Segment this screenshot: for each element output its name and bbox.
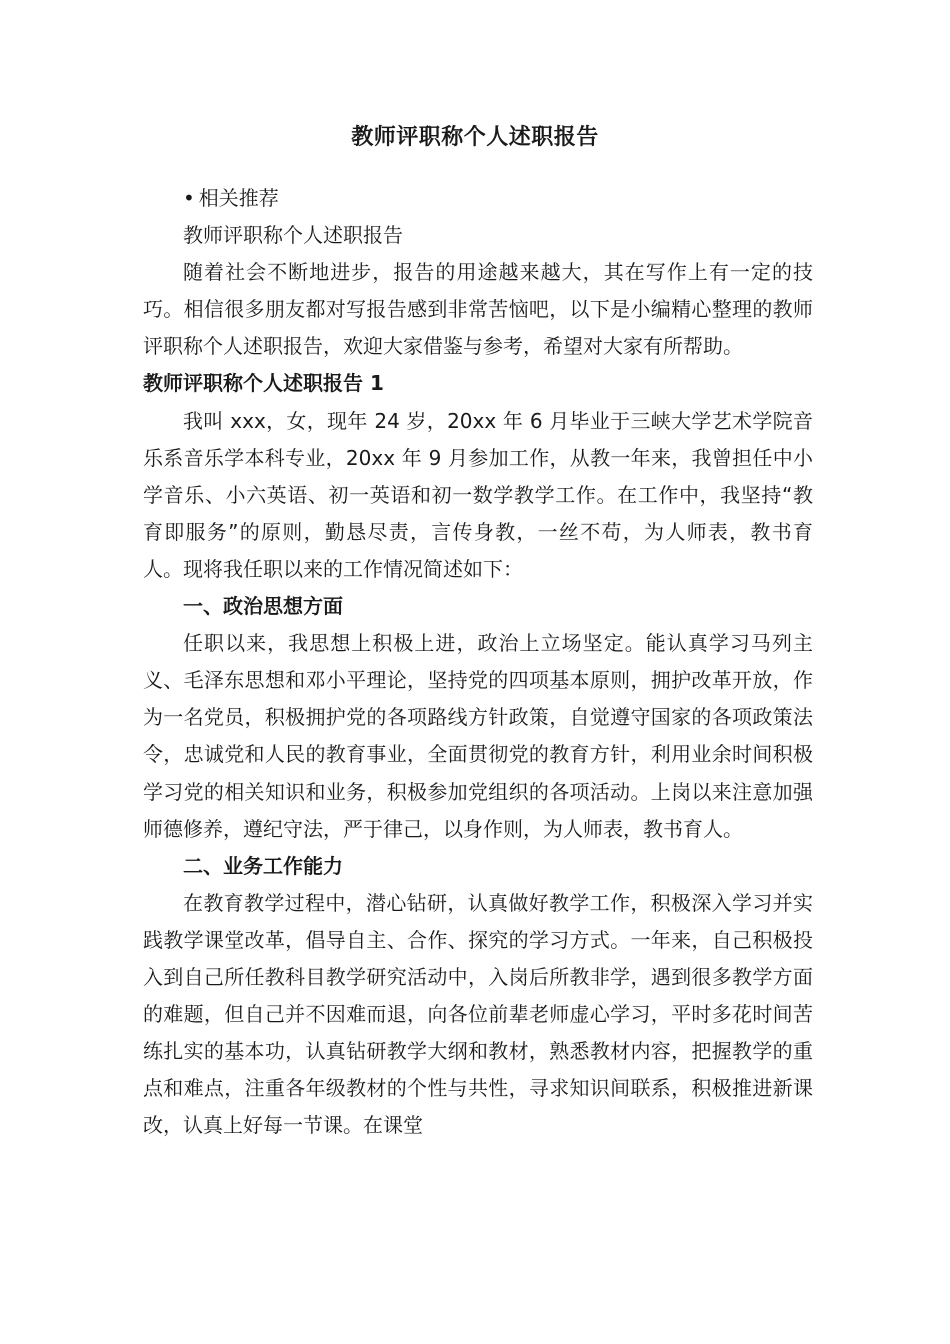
recommend-label: 相关推荐: [198, 186, 279, 210]
paragraph-1: 我叫 xxx，女，现年 24 岁，20xx 年 6 月毕业于三峡大学艺术学院音乐系音乐学本科专业，20xx 年 9 月参加工作，从教一年来，我曾担任中小学音乐、小六英语、初一英语和初一数学教学工作。在工作中，我坚持“教育即服务”的原则，勤恳尽责，言传身教，一丝不苟，为人师表，教书育人。现将我任职以来的工作情况简述如下：: [143, 408, 813, 581]
paragraph-2: 任职以来，我思想上积极上进，政治上立场坚定。能认真学习马列主义、毛泽东思想和邓小平理论，坚持党的四项基本原则，拥护改革开放，作为一名党员，积极拥护党的各项路线方针政策，自觉遵守国家的各项政策法令，忠诚党和人民的教育事业，全面贯彻党的教育方针，利用业余时间积极学习党的相关知识和业务，积极参加党组织的各项活动。上岗以来注意加强师德修养，遵纪守法，严于律己，以身作则，为人师表，教书育人。: [143, 631, 813, 841]
subtitle: 教师评职称个人述职报告: [183, 223, 403, 248]
bullet-icon: •: [183, 186, 195, 210]
heading-business: 二、业务工作能力: [183, 853, 343, 878]
paragraph-3: 在教育教学过程中，潜心钻研，认真做好教学工作，积极深入学习并实践教学课堂改革，倡导自主、合作、探究的学习方式。一年来，自己积极投入到自己所任教科目教学研究活动中，入岗后所教非学，遇到很多教学方面的难题，但自己并不因难而退，向各位前辈老师虚心学习，平时多花时间苦练扎实的基本功，认真钻研教学大纲和教材，熟悉教材内容，把握教学的重点和难点，注重各年级教材的个性与共性，寻求知识间联系，积极推进新课改，认真上好每一节课。在课堂: [143, 890, 813, 1138]
document-body: [143, 180, 813, 1144]
intro-paragraph: 随着社会不断地进步，报告的用途越来越大，其在写作上有一定的技巧。相信很多朋友都对写报告感到非常苦恼吧，以下是小编精心整理的教师评职称个人述职报告，欢迎大家借鉴与参考，希望对大家有所帮助。: [143, 260, 813, 359]
section-title: 教师评职称个人述职报告 1: [143, 371, 384, 396]
document-title: 教师评职称个人述职报告: [351, 125, 599, 150]
heading-politics: 一、政治思想方面: [183, 594, 343, 619]
recommend-line: [143, 180, 813, 217]
